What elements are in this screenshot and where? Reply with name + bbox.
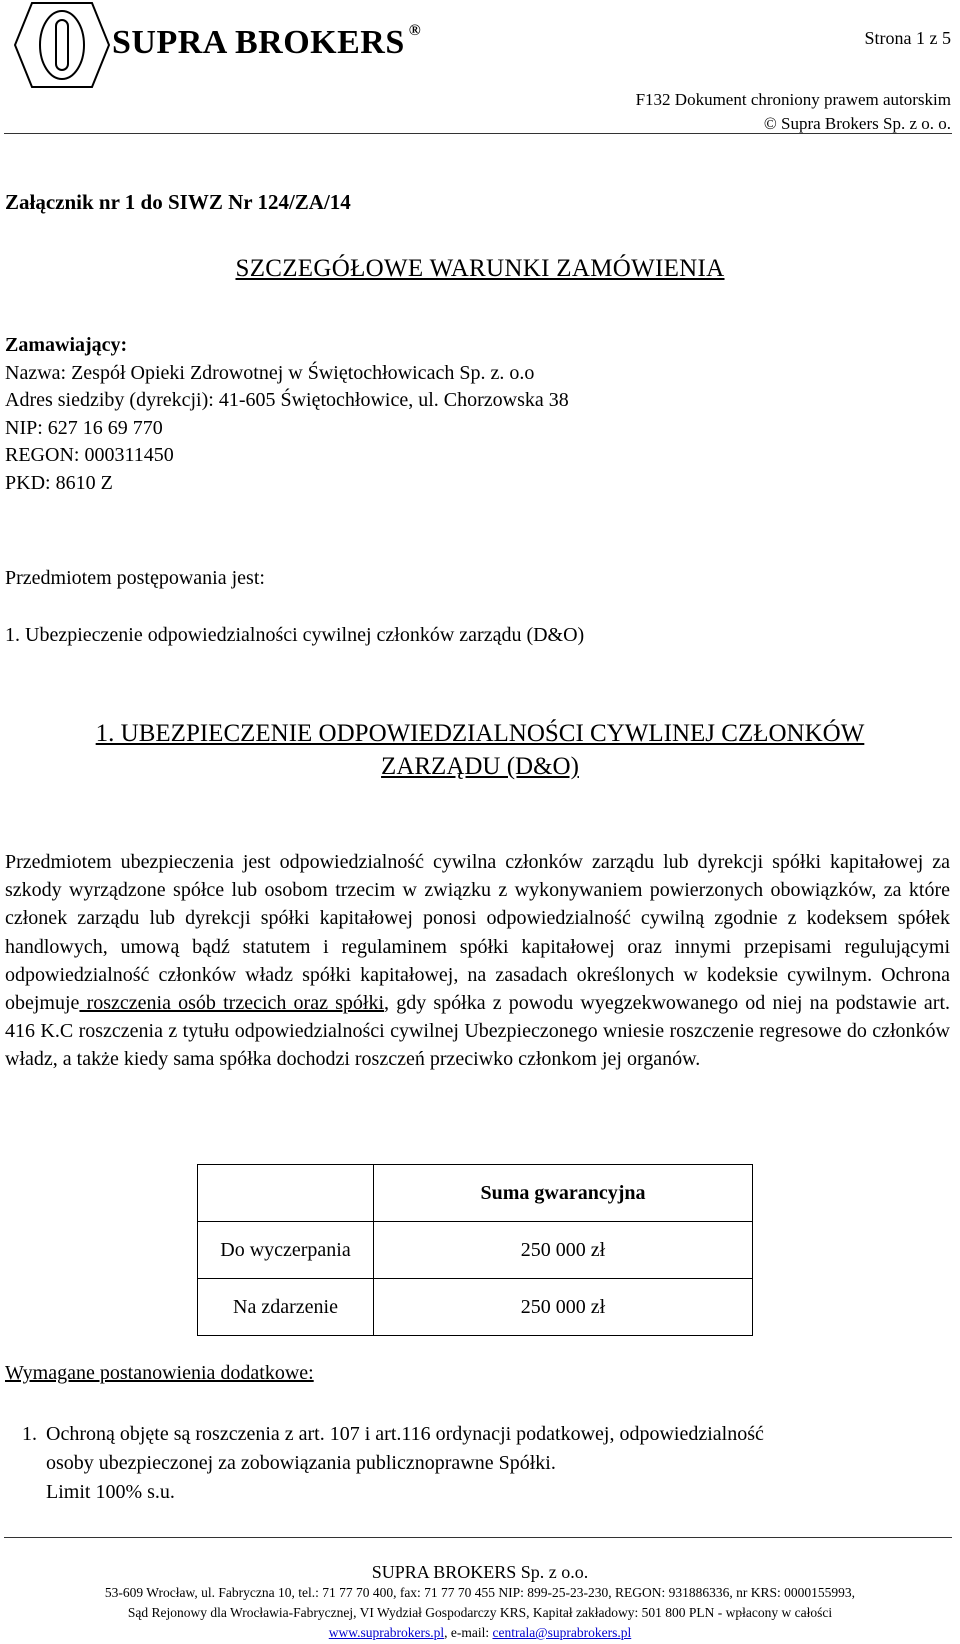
paragraph-underlined-text: roszczenia osób trzecich oraz spółki	[79, 992, 385, 1015]
section-title-line-2: ZARZĄDU (D&O)	[381, 753, 579, 780]
table-row-label: Na zdarzenie	[198, 1279, 374, 1336]
table-row	[198, 1222, 753, 1279]
copyright-note	[636, 88, 951, 136]
main-title: SZCZEGÓŁOWE WARUNKI ZAMÓWIENIA	[235, 255, 725, 282]
paragraph-text-2: , gdy spółka z powodu wyegzekwowanego od niej na podstawie art. 416 K.C roszczenia z tytułu odpowiedzialności cywilnej Ubezpieczonego wniesie roszczenie regresowe do członków władz, a także kiedy sama spółka dochodzi roszczeń przeciwko członkom jej organów.	[5, 992, 950, 1071]
requirements-list	[22, 1420, 952, 1507]
table-corner-cell	[198, 1165, 374, 1222]
annex-heading: Załącznik nr 1 do SIWZ Nr 124/ZA/14	[5, 190, 351, 214]
ordering-party-name: Nazwa: Zespół Opieki Zdrowotnej w Świętochłowicach Sp. z. o.o	[5, 361, 535, 384]
ordering-party-regon: REGON: 000311450	[5, 444, 174, 466]
footer-company: SUPRA BROKERS Sp. z o.o.	[371, 1562, 589, 1582]
ordering-party-label: Zamawiający:	[5, 334, 128, 356]
paragraph-text-1: Przedmiotem ubezpieczenia jest odpowiedzialność cywilna członków zarządu lub dyrekcji spółki kapitałowej za szkody wyrządzone spółce lub osobom trzecim w związku z wykonywaniem powierzonych obowiązków, za które członek zarządu lub dyrekcji spółki kapitałowej ponosi odpowiedzialność cywilną zgodnie z kodeksem spółek handlowych, umową bądź statutem i regulaminem spółki kapitałowej oraz innymi przepisami regulującymi odpowiedzialność członków władz spółki kapitałowej, na zasadach określonych w kodeksie cywilnym. Ochrona obejmuje	[5, 851, 950, 1015]
table-row-value: 250 000 zł	[374, 1222, 753, 1279]
ordering-party-nip: NIP: 627 16 69 770	[5, 416, 163, 439]
table-header-sum: Suma gwarancyjna	[374, 1165, 753, 1222]
table-row-label: Do wyczerpania	[198, 1222, 374, 1279]
email-link[interactable]: centrala@suprabrokers.pl	[492, 1625, 632, 1640]
header-divider	[4, 133, 952, 134]
ordering-party	[5, 332, 569, 497]
footer-address: 53-609 Wrocław, ul. Fabryczna 10, tel.: 71 77 70 400, fax: 71 77 70 455 NIP: 899-25-23-230, REGON: 931886336, nr KRS: 0000155993,	[104, 1585, 856, 1600]
email-label: , e-mail:	[444, 1625, 493, 1640]
list-item-line-1: Ochroną objęte są roszczenia z art. 107 i art.116 ordynacji podatkowej, odpowiedzialność	[46, 1423, 764, 1445]
footer-court-info: Sąd Rejonowy dla Wrocławia-Fabrycznej, VI Wydział Gospodarczy KRS, Kapitał zakładowy: 501 800 PLN - wpłacony w całości	[127, 1605, 833, 1620]
ordering-party-pkd: PKD: 8610 Z	[5, 471, 113, 494]
page-number: Strona 1 z 5	[864, 28, 951, 48]
brand-name: SUPRA BROKERS ®	[112, 22, 422, 61]
procedure-subject	[5, 565, 584, 649]
sum-insured-table	[197, 1164, 753, 1336]
supra-brokers-logo-icon	[12, 0, 112, 90]
list-item	[22, 1420, 952, 1507]
list-item-number: 1.	[22, 1423, 37, 1445]
list-item-line-2: osoby ubezpieczonej za zobowiązania publicznoprawne Spółki.	[46, 1452, 556, 1474]
requirements-title: Wymagane postanowienia dodatkowe:	[5, 1362, 314, 1384]
footer	[0, 1561, 960, 1643]
insurance-scope-paragraph	[5, 848, 950, 1074]
website-link[interactable]: www.suprabrokers.pl	[328, 1625, 445, 1640]
table-row	[198, 1279, 753, 1336]
table-row-value: 250 000 zł	[374, 1279, 753, 1336]
section-title-line-1: 1. UBEZPIECZENIE ODPOWIEDZIALNOŚCI CYWLINEJ CZŁONKÓW	[95, 720, 865, 747]
table-header-row	[198, 1165, 753, 1222]
subject-item: 1. Ubezpieczenie odpowiedzialności cywilnej członków zarządu (D&O)	[5, 624, 585, 646]
ordering-party-address: Adres siedziby (dyrekcji): 41-605 Świętochłowice, ul. Chorzowska 38	[5, 389, 569, 411]
footer-divider	[4, 1537, 952, 1538]
section-title	[5, 717, 955, 783]
copyright-line-2: © Supra Brokers Sp. z o. o.	[763, 114, 951, 133]
subject-intro: Przedmiotem postępowania jest:	[5, 567, 265, 589]
copyright-line-1: F132 Dokument chroniony prawem autorskim	[635, 90, 951, 109]
registered-mark: ®	[408, 22, 422, 39]
list-item-line-3: Limit 100% s.u.	[46, 1481, 175, 1503]
footer-contact	[0, 1623, 960, 1643]
